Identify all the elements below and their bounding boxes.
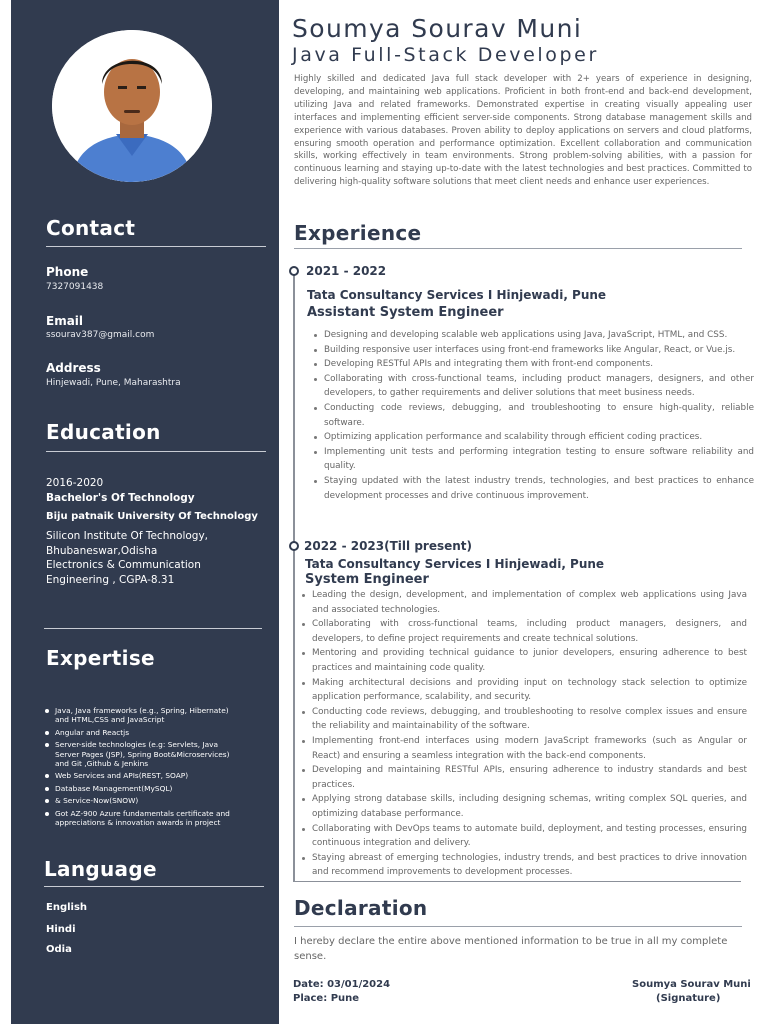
declaration-text: I hereby declare the entire above mentioned information to be true in all my complete sense. — [294, 936, 728, 962]
list-item: Implementing front-end interfaces using modern JavaScript frameworks (such as Angular or React) and ensuring a seamless integration with the back-end components. — [301, 734, 747, 763]
list-item: Got AZ-900 Azure fundamentals certificate and appreciations & innovation awards in project — [44, 809, 244, 828]
signature-name: Soumya Sourav Muni — [632, 979, 751, 990]
job-company: Tata Consultancy Services I Hinjewadi, Pune — [307, 288, 607, 302]
education-institute: Silicon Institute Of Technology, — [46, 530, 209, 542]
contact-heading: Contact — [46, 216, 136, 240]
education-degree: Bachelor's Of Technology — [46, 492, 195, 504]
list-item: Staying updated with the latest industry trends, technologies, and best practices to enhance development processes and drive continuous improvement. — [313, 474, 754, 503]
job-title: System Engineer — [305, 572, 429, 587]
divider — [294, 926, 742, 927]
address-label: Address — [46, 361, 101, 375]
job-period: 2021 - 2022 — [306, 264, 387, 278]
experience-heading: Experience — [294, 221, 422, 245]
language-item: English — [46, 902, 88, 913]
list-item: Conducting code reviews, debugging, and troubleshooting to resolve complex issues and ensure the reliability and maintainability of the software. — [301, 705, 747, 734]
list-item: Angular and Reactjs — [44, 728, 244, 737]
expertise-heading: Expertise — [46, 646, 155, 670]
list-item: Java, Java frameworks (e.g., Spring, Hibernate) and HTML,CSS and JavaScript — [44, 706, 244, 725]
job-bullets — [313, 328, 754, 503]
list-item: Developing RESTful APIs and integrating them with front-end components. — [313, 357, 754, 372]
declaration-date: Date: 03/01/2024 — [293, 979, 391, 990]
job-period: 2022 - 2023(Till present) — [304, 539, 473, 553]
timeline-line — [293, 270, 295, 882]
declaration-heading: Declaration — [294, 896, 428, 920]
list-item: Collaborating with cross-functional teams, including product managers, designers, and developers, to define project requirements and create technical solutions. — [301, 617, 747, 646]
address-value: Hinjewadi, Pune, Maharashtra — [46, 378, 181, 388]
list-item: Building responsive user interfaces using front-end frameworks like Angular, React, or Vue.js. — [313, 343, 754, 358]
candidate-role: Java Full-Stack Developer — [292, 44, 599, 66]
email-value: ssourav387@gmail.com — [46, 330, 155, 340]
divider — [46, 246, 266, 247]
expertise-list — [44, 706, 244, 830]
phone-label: Phone — [46, 265, 89, 279]
sidebar — [11, 0, 279, 1024]
email-label: Email — [46, 314, 84, 328]
education-grade: Engineering , CGPA-8.31 — [46, 574, 175, 586]
declaration-place: Place: Pune — [293, 993, 360, 1004]
person-avatar-icon — [52, 30, 212, 182]
divider — [44, 628, 262, 629]
list-item: & Service-Now(SNOW) — [44, 796, 244, 805]
list-item: Collaborating with cross-functional teams, including product managers, designers, and other developers, to gather requirements and deliver solutions that meet business needs. — [313, 372, 754, 401]
timeline-end-line — [293, 881, 741, 882]
list-item: Staying abreast of emerging technologies, industry trends, and best practices to drive innovation and recommend improvements to development processes. — [301, 851, 747, 880]
timeline-dot — [289, 266, 299, 276]
timeline-dot — [289, 541, 299, 551]
education-branch: Electronics & Communication — [46, 559, 201, 571]
list-item: Conducting code reviews, debugging, and troubleshooting to ensure high-quality, reliable software. — [313, 401, 754, 430]
list-item: Web Services and APIs(REST, SOAP) — [44, 771, 244, 780]
list-item: Leading the design, development, and implementation of complex web applications using Java and associated technologies. — [301, 588, 747, 617]
list-item: Implementing unit tests and performing integration testing to ensure software reliability and quality. — [313, 445, 754, 474]
list-item: Server-side technologies (e.g: Servlets, Java Server Pages (JSP), Spring Boot&Microservices) and Git ,Github & Jenkins — [44, 740, 244, 768]
list-item: Collaborating with DevOps teams to automate build, deployment, and testing processes, ensuring continuous integration and delivery. — [301, 822, 747, 851]
profile-summary: Highly skilled and dedicated Java full stack developer with 2+ years of experience in designing, developing, and maintaining web applications. Proficient in both front-end and back-end development, utilizing Java and related frameworks. Demonstrated expertise in creating visually appealing user interfaces and implementing efficient server-side components. Strong database management skills and experience with various databases. Proven ability to deploy applications on servers and cloud platforms, ensuring smooth operation and performance optimization. Excellent collaboration and communication skills, working effectively in team environments. Strong problem-solving abilities, with a passion for continuous learning and staying up-to-date with the latest technologies and best practices. Committed to delivering high-quality software solutions that meet client needs and enhance user experiences. — [294, 74, 752, 188]
candidate-name: Soumya Sourav Muni — [292, 14, 583, 43]
education-city: Bhubaneswar,Odisha — [46, 545, 158, 557]
list-item: Database Management(MySQL) — [44, 784, 244, 793]
divider — [294, 248, 742, 249]
language-heading: Language — [44, 857, 157, 881]
divider — [46, 451, 266, 452]
job-title: Assistant System Engineer — [307, 305, 504, 320]
phone-value: 7327091438 — [46, 282, 104, 292]
language-item: Odia — [46, 944, 72, 955]
education-heading: Education — [46, 420, 161, 444]
language-item: Hindi — [46, 924, 76, 935]
signature-label: (Signature) — [656, 993, 721, 1004]
list-item: Optimizing application performance and scalability through efficient coding practices. — [313, 430, 754, 445]
education-university: Biju patnaik University Of Technology — [46, 511, 258, 522]
list-item: Making architectural decisions and providing input on technology stack selection to optimize application performance, scalability, and security. — [301, 676, 747, 705]
job-bullets — [301, 588, 747, 880]
list-item: Applying strong database skills, including designing schemas, writing complex SQL queries, and optimizing database performance. — [301, 792, 747, 821]
job-company: Tata Consultancy Services I Hinjewadi, Pune — [305, 557, 605, 571]
list-item: Designing and developing scalable web applications using Java, JavaScript, HTML, and CSS. — [313, 328, 754, 343]
list-item: Mentoring and providing technical guidance to junior developers, ensuring adherence to best practices and maintaining code quality. — [301, 646, 747, 675]
divider — [44, 886, 264, 887]
list-item: Developing and maintaining RESTful APIs, ensuring adherence to industry standards and best practices. — [301, 763, 747, 792]
education-years: 2016-2020 — [46, 477, 104, 489]
profile-photo — [52, 30, 212, 182]
